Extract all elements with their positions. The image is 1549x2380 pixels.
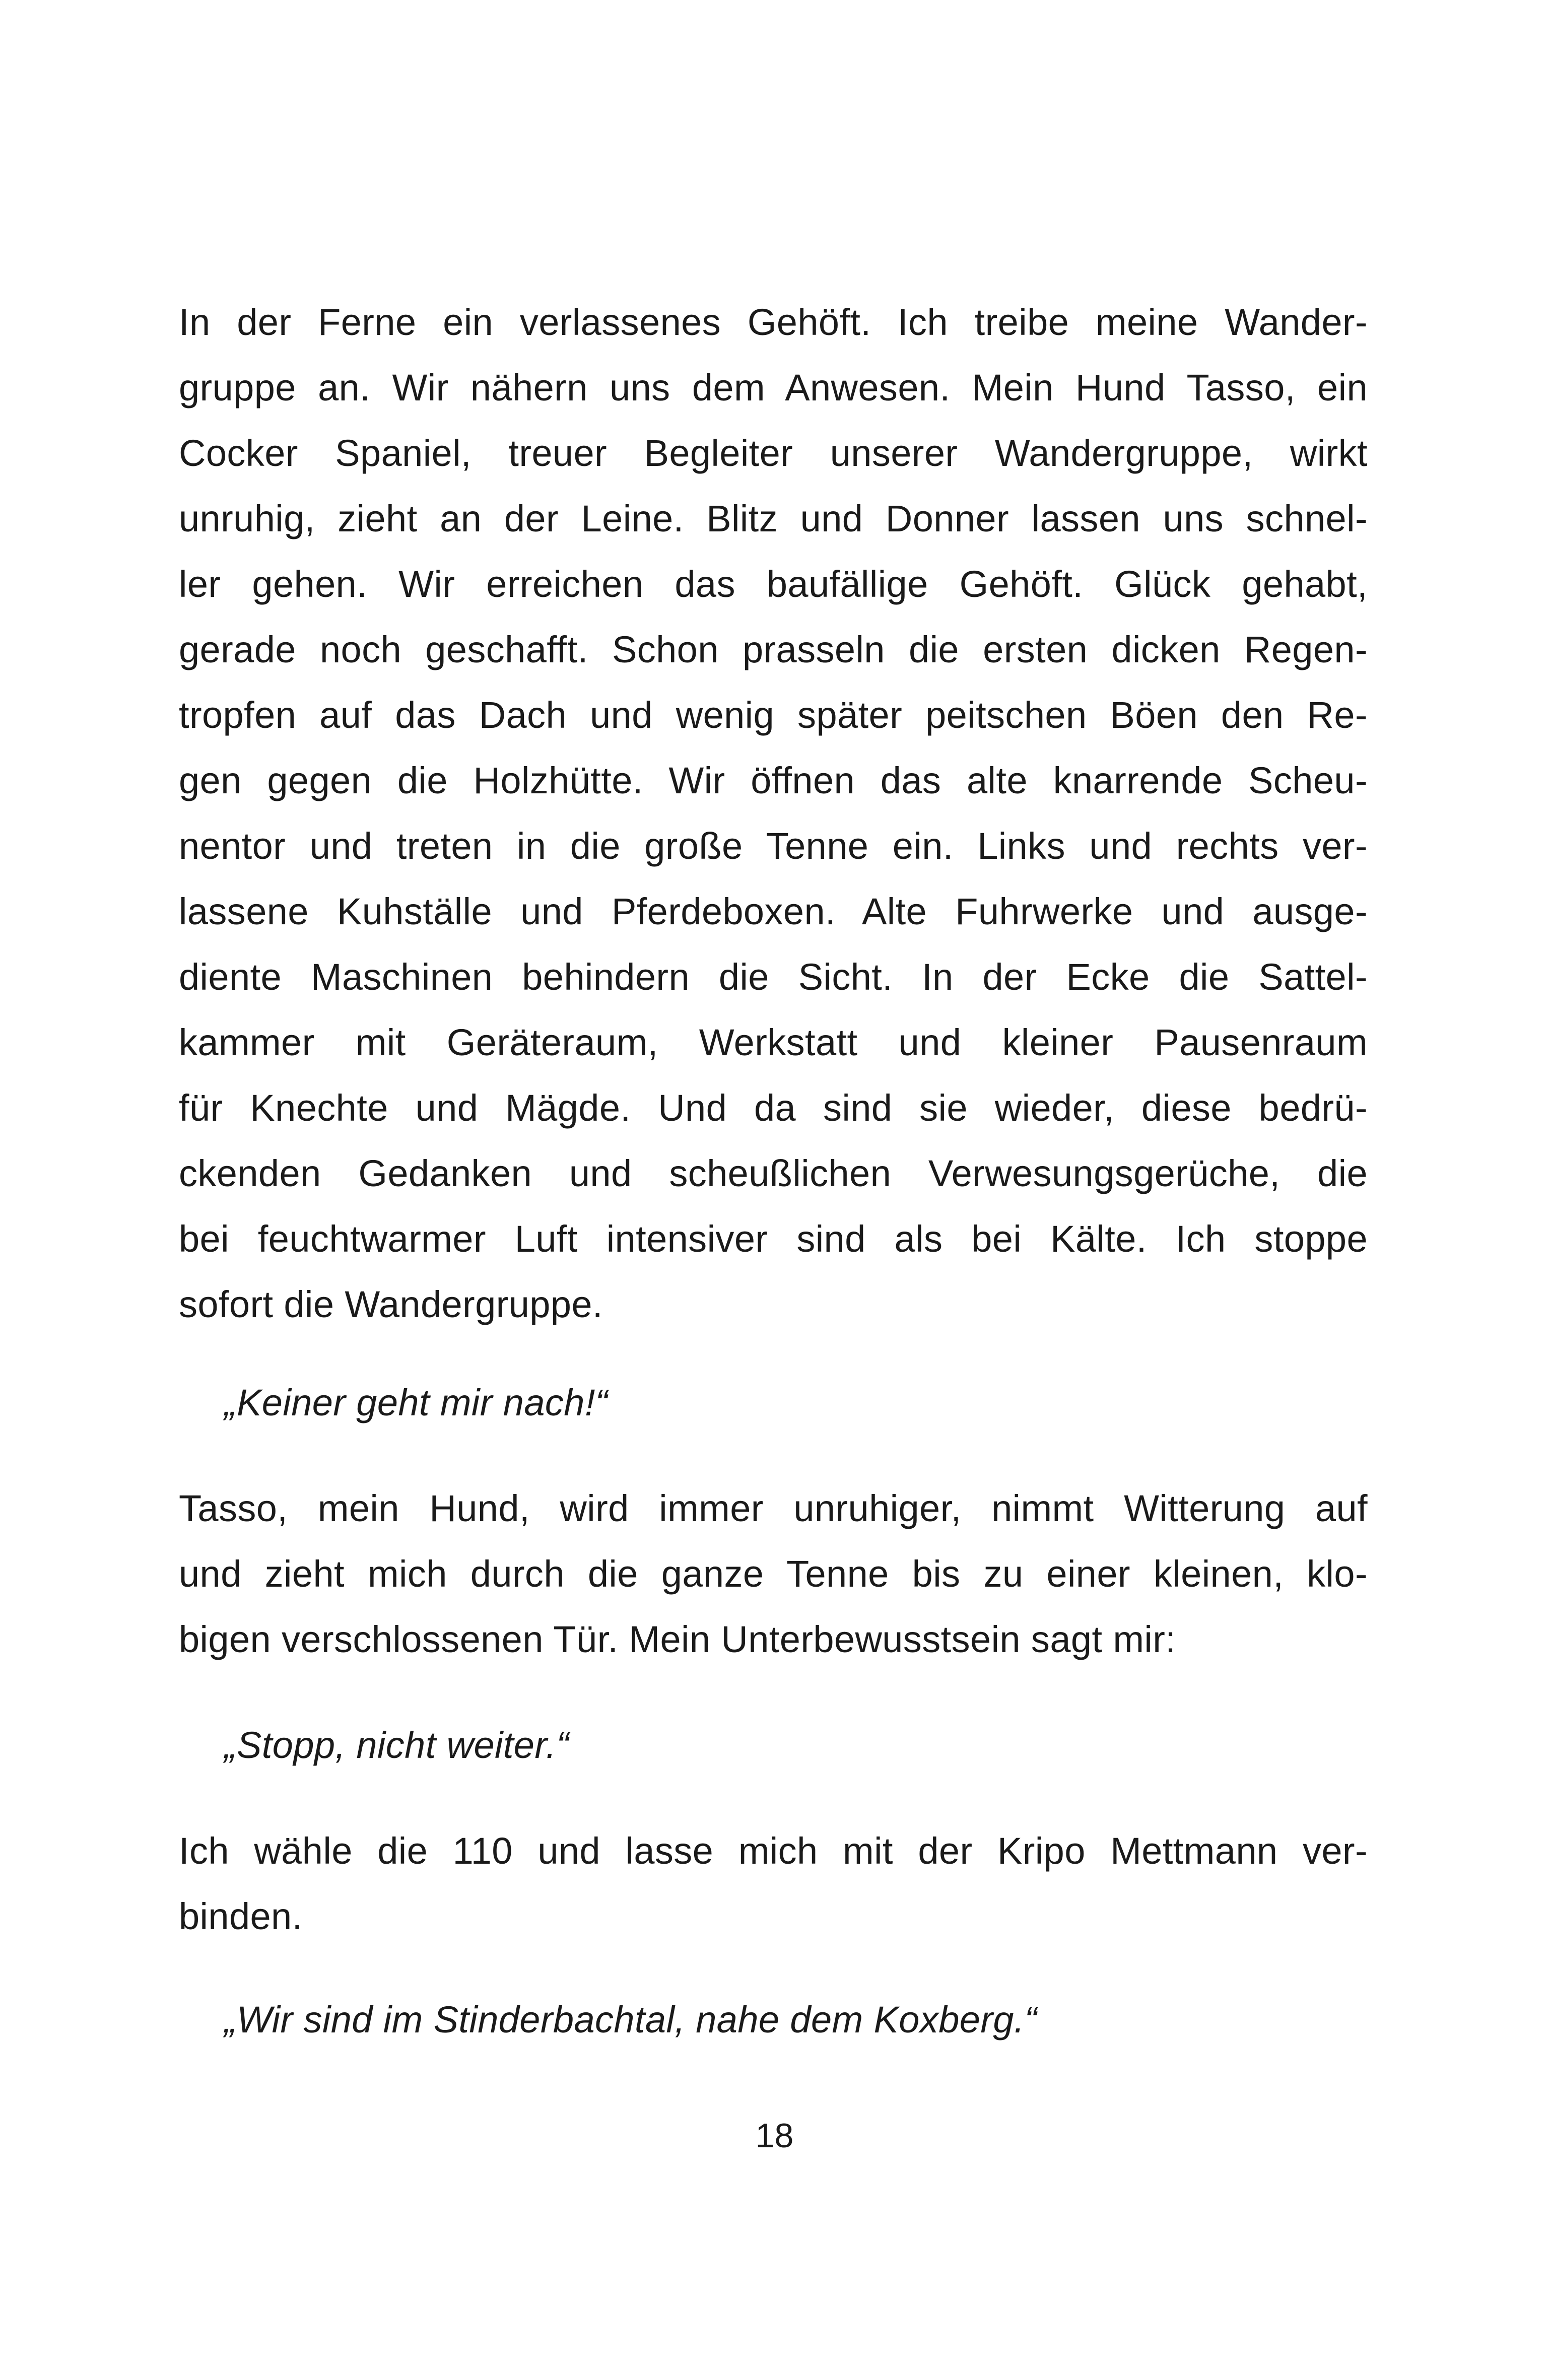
paragraph-2-line: und zieht mich durch die ganze Tenne bis zu einer kleinen, klo- (179, 1553, 1368, 1595)
paragraph-3-line: binden. (179, 1895, 303, 1937)
paragraph-1 (179, 290, 1368, 1337)
paragraph-1-line: bei feuchtwarmer Luft intensiver sind als bei Kälte. Ich stoppe (179, 1218, 1368, 1260)
paragraph-1-line: lassene Kuhställe und Pferdeboxen. Alte Fuhrwerke und ausge- (179, 891, 1368, 932)
paragraph-1-line: unruhig, zieht an der Leine. Blitz und Donner lassen uns schnel- (179, 498, 1368, 539)
paragraph-1-line: gruppe an. Wir nähern uns dem Anwesen. Mein Hund Tasso, ein (179, 367, 1368, 409)
paragraph-1-line: In der Ferne ein verlassenes Gehöft. Ich treibe meine Wander- (179, 301, 1368, 343)
paragraph-1-line: ler gehen. Wir erreichen das baufällige Gehöft. Glück gehabt, (179, 563, 1368, 605)
paragraph-1-line: kammer mit Geräteraum, Werkstatt und kleiner Pausenraum (179, 1022, 1368, 1063)
paragraph-1-line: ckenden Gedanken und scheußlichen Verwesungsgerüche, die (179, 1152, 1368, 1194)
paragraph-1-line: diente Maschinen behindern die Sicht. In der Ecke die Sattel- (179, 956, 1368, 998)
paragraph-1-line: gen gegen die Holzhütte. Wir öffnen das alte knarrende Scheu- (179, 760, 1368, 801)
paragraph-1-line: tropfen auf das Dach und wenig später peitschen Böen den Re- (179, 694, 1368, 736)
paragraph-1-line: gerade noch geschafft. Schon prasseln die ersten dicken Regen- (179, 629, 1368, 670)
quote-3: „Wir sind im Stinderbachtal, nahe dem Koxberg.“ (224, 1999, 1037, 2041)
paragraph-2-line: Tasso, mein Hund, wird immer unruhiger, nimmt Witterung auf (179, 1487, 1368, 1529)
quote-1: „Keiner geht mir nach!“ (224, 1382, 608, 1423)
paragraph-1-line: Cocker Spaniel, treuer Begleiter unserer Wandergruppe, wirkt (179, 432, 1368, 474)
paragraph-3 (179, 1818, 1368, 1949)
page-number: 18 (755, 2117, 794, 2155)
quote-2: „Stopp, nicht weiter.“ (224, 1724, 569, 1766)
paragraph-1-line: nentor und treten in die große Tenne ein. Links und rechts ver- (179, 825, 1368, 867)
paragraph-1-line: für Knechte und Mägde. Und da sind sie wieder, diese bedrü- (179, 1087, 1368, 1129)
paragraph-3-line: Ich wähle die 110 und lasse mich mit der Kripo Mettmann ver- (179, 1830, 1368, 1872)
paragraph-2-line: bigen verschlossenen Tür. Mein Unterbewusstsein sagt mir: (179, 1618, 1176, 1660)
paragraph-1-line: sofort die Wandergruppe. (179, 1283, 603, 1325)
paragraph-2 (179, 1476, 1368, 1672)
